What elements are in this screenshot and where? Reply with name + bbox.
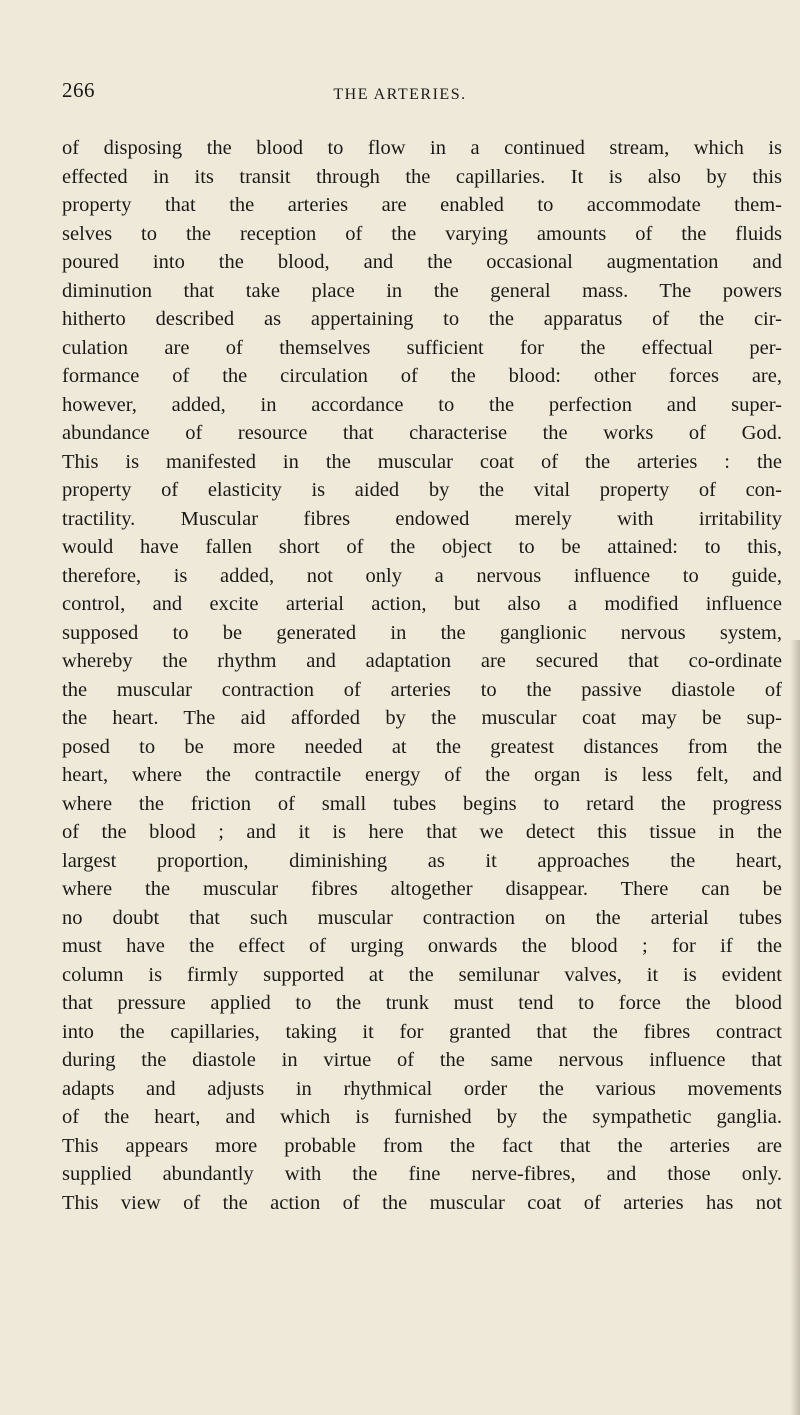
text-line: that pressure applied to the trunk must tend to force the blood — [62, 992, 782, 1014]
text-line: This view of the action of the muscular coat of arteries has not — [62, 1191, 782, 1214]
text-line: column is firmly supported at the semilunar valves, it is evident — [62, 963, 782, 986]
text-line: largest proportion, diminishing as it approaches the heart, — [62, 849, 782, 872]
page-number: 266 — [62, 78, 95, 102]
text-line: during the diastole in virtue of the same nervous influence that — [62, 1049, 782, 1071]
text-line: effected in its transit through the capillaries. It is also by this — [62, 165, 782, 188]
text-line: of disposing the blood to flow in a continued stream, which is — [62, 137, 782, 159]
text-line: culation are of themselves sufficient for the effectual per- — [62, 336, 782, 359]
text-line: would have fallen short of the object to be attained: to this, — [62, 536, 782, 558]
text-line: posed to be more needed at the greatest distances from the — [62, 735, 782, 758]
text-line: property of elasticity is aided by the vital property of con- — [62, 479, 782, 501]
text-line: where the friction of small tubes begins to retard the progress — [62, 792, 782, 815]
text-line: supposed to be generated in the ganglionic nervous system, — [62, 621, 782, 644]
text-line: hitherto described as appertaining to the apparatus of the cir- — [62, 308, 782, 330]
text-line: control, and excite arterial action, but also a modified influence — [62, 593, 782, 615]
text-line: must have the effect of urging onwards the blood ; for if the — [62, 935, 782, 957]
text-line: formance of the circulation of the blood: other forces are, — [62, 365, 782, 387]
running-head: THE ARTERIES. — [333, 86, 467, 103]
text-line: the muscular contraction of arteries to the passive diastole of — [62, 678, 782, 701]
text-line: property that the arteries are enabled to accommodate them- — [62, 194, 782, 216]
text-line: diminution that take place in the general mass. The powers — [62, 279, 782, 302]
text-line: heart, where the contractile energy of the organ is less felt, and — [62, 764, 782, 786]
text-line: of the blood ; and it is here that we detect this tissue in the — [62, 821, 782, 843]
text-line: however, added, in accordance to the perfection and super- — [62, 393, 782, 416]
text-line: adapts and adjusts in rhythmical order the various movements — [62, 1077, 782, 1100]
text-line: This is manifested in the muscular coat of the arteries : the — [62, 450, 782, 473]
page-edge-shadow — [790, 640, 800, 1415]
text-line: poured into the blood, and the occasional augmentation and — [62, 251, 782, 273]
text-line: abundance of resource that characterise the works of God. — [62, 422, 782, 444]
text-line: into the capillaries, taking it for granted that the fibres contract — [62, 1020, 782, 1043]
text-line: tractility. Muscular fibres endowed merely with irritability — [62, 507, 782, 530]
text-line: of the heart, and which is furnished by the sympathetic ganglia. — [62, 1106, 782, 1128]
body-text — [62, 134, 782, 1217]
text-line: selves to the reception of the varying amounts of the fluids — [62, 222, 782, 245]
text-line: the heart. The aid afforded by the muscular coat may be sup- — [62, 707, 782, 729]
text-line: no doubt that such muscular contraction on the arterial tubes — [62, 906, 782, 929]
text-line: supplied abundantly with the fine nerve-fibres, and those only. — [62, 1163, 782, 1185]
text-line: whereby the rhythm and adaptation are secured that co-ordinate — [62, 650, 782, 672]
text-line: where the muscular fibres altogether disappear. There can be — [62, 878, 782, 900]
text-line: therefore, is added, not only a nervous influence to guide, — [62, 564, 782, 587]
text-line: This appears more probable from the fact that the arteries are — [62, 1134, 782, 1157]
